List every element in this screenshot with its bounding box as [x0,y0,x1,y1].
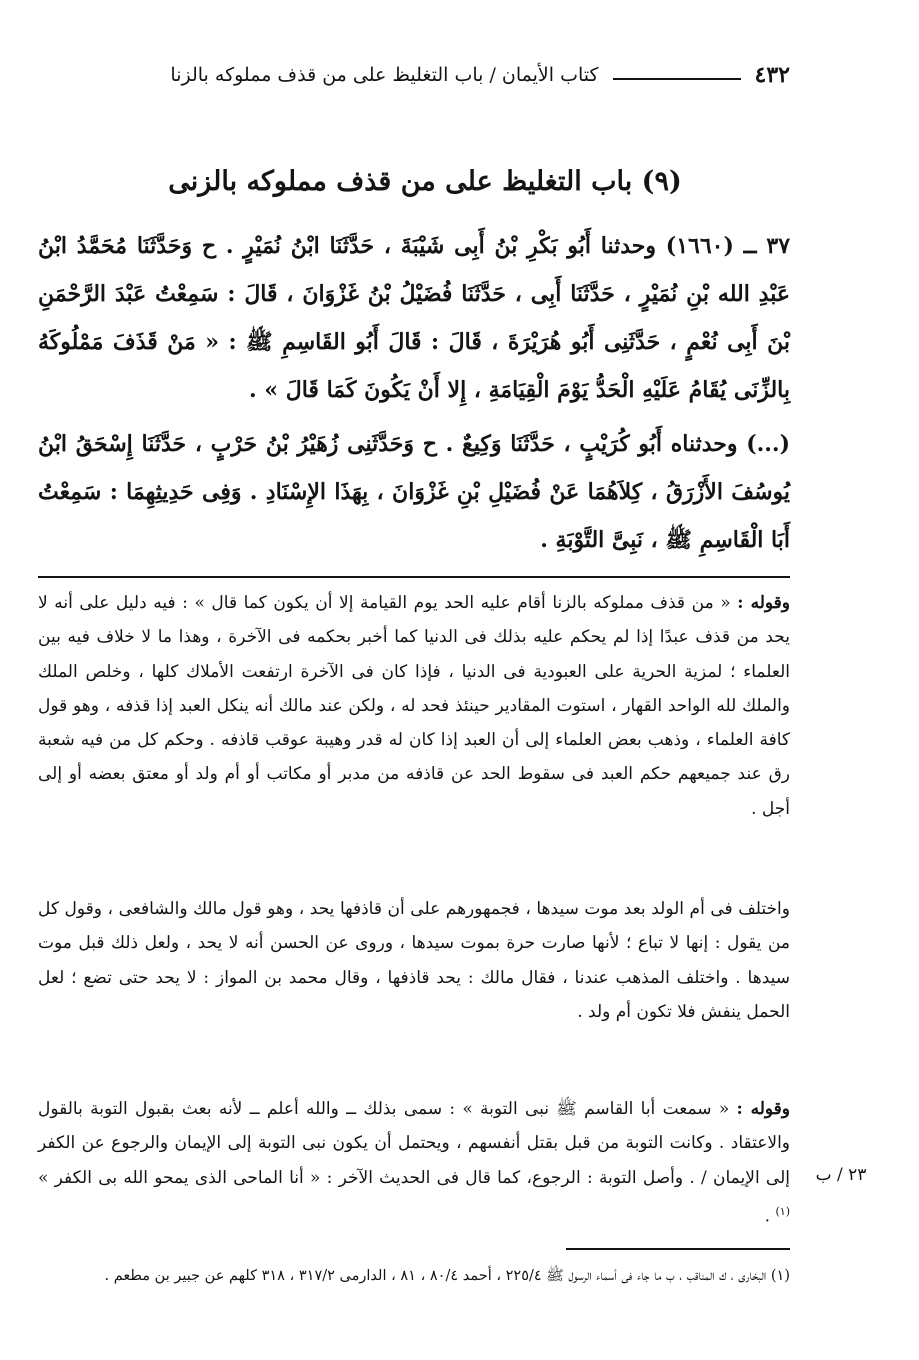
commentary-paragraph-2: واختلف فى أم الولد بعد موت سيدها ، فجمهورهم على أن قاذفها يحد ، وهو قول مالك والشافعى ، وقول كل من يقول : إنها لا تباع ؛ لأنها صارت حرة بموت سيدها ، وروى عن الحسن أنه لا يحد ، ولعل ذلك قبل موت سيدها . واختلف المذهب عندنا ، فقال مالك : يحد قاذفها ، وقال محمد بن المواز : لا يحد حتى تضع ؛ لعل الحمل ينفش فلا تكون أم ولد . [38,899,790,1022]
commentary-lead: وقوله : [736,1099,791,1119]
commentary-paragraph-1 [38,586,790,826]
running-header [38,58,790,92]
chapter-title: (٩) باب التغليظ على من قذف مملوكه بالزنى [168,166,682,197]
commentary-text: « من قذف مملوكه بالزنا أقام عليه الحد يوم القيامة إلا أن يكون كما قال » : فيه دليل على أنه لا يحد من قذف عبدًا إذا لم يحكم عليه بذلك فى الدنيا كما أخبر بحكمه فى الآخرة ، وهذا ما لا خلاف فيه بين العلماء ؛ لمزية الحرية على العبودية فى الدنيا ، فإذا كان فى الآخرة ارتفعت الأملاك كلها ، وخلص الملك والملك لله الواحد القهار ، استوت المقادير حينئذ فحد له ، ولكن عند مالك أنه ينكل العبد إذا قذفه ، وهو قول كافة العلماء ، وذهب بعض العلماء إلى أن العبد إذا كان له قدر وهيبة عوقب قاذفه . وحكم كل من فيه شعبة رق عند جميعهم حكم العبد فى سقوط الحد عن قاذفه من مدبر أو مكاتب أو أم ولد أو معتق بعضه أو إلى أجل . [38,593,790,819]
footnote: (١) البخارى ، ك المناقب ، ب ما جاء فى أسماء الرسول ﷺ ٢٢٥/٤ ، أحمد ٨٠/٤ ، ٨١ ، الدارمى ٣١٧/٢ ، ٣١٨ كلهم عن جبير بن مطعم . [104,1268,790,1284]
commentary-lead: وقوله : [737,593,791,613]
hadith-text-2: (...) وحدثناه أَبُو كُرَيْبٍ ، حَدَّثَنَا وَكِيعٌ . ح وَحَدَّثَنِى زُهَيْرُ بْنُ حَرْبٍ ، حَدَّثَنَا إِسْحَقُ ابْنُ يُوسُفَ الأَزْرَقُ ، كِلاَهُمَا عَنْ فُضَيْلِ بْنِ غَزْوَانَ ، بِهَذَا الإِسْنَادِ . وَفِى حَدِيثِهِمَا : سَمِعْتُ أَبَا الْقَاسِمِ ﷺ ، نَبِىَّ التَّوْبَةِ . [38,431,790,553]
section-divider [38,576,790,578]
page-number: ٤٣٢ [754,62,790,88]
commentary-paragraph-3 [38,1092,790,1234]
commentary-text: « سمعت أبا القاسم ﷺ نبى التوبة » : سمى بذلك ــ والله أعلم ــ لأنه بعث بقبول التوبة بالقول والاعتقاد . وكانت التوبة من قبل بقتل أنفسهم ، ويحتمل أن يكون نبى التوبة إلى الإيمان والرجوع عن الكفر إلى الإيمان / . وأصل التوبة : الرجوع، كما قال فى الحديث الآخر : « أنا الماحى الذى يمحو الله بى الكفر » [38,1099,790,1188]
hadith-text-1: ٣٧ ــ (١٦٦٠) وحدثنا أَبُو بَكْرِ بْنُ أَبِى شَيْبَةَ ، حَدَّثَنَا ابْنُ نُمَيْرٍ . ح وَحَدَّثَنَا مُحَمَّدُ ابْنُ عَبْدِ الله بْنِ نُمَيْرٍ ، حَدَّثَنَا أَبِى ، حَدَّثَنَا فُضَيْلُ بْنُ غَزْوَانَ ، قَالَ : سَمِعْتُ عَبْدَ الرَّحْمَنِ بْنَ أَبِى نُعْمٍ ، حَدَّثَنِى أَبُو هُرَيْرَةَ ، قَالَ : قَالَ أَبُو القَاسِمِ ﷺ : « مَنْ قَذَفَ مَمْلُوكَهُ بِالزِّنَى يُقَامُ عَلَيْهِ الْحَدُّ يَوْمَ الْقِيَامَةِ ، إِلا أَنْ يَكُونَ كَمَا قَالَ » . [38,233,791,403]
sentence-end: . [764,1206,776,1227]
footnote-divider [566,1248,790,1250]
running-header-title: كتاب الأيمان / باب التغليظ على من قذف مملوكه بالزنا [170,64,599,86]
header-rule [613,78,741,80]
manuscript-folio-note: ٢٣ / ب [815,1165,867,1185]
footnote-reference: (١) [775,1204,790,1218]
